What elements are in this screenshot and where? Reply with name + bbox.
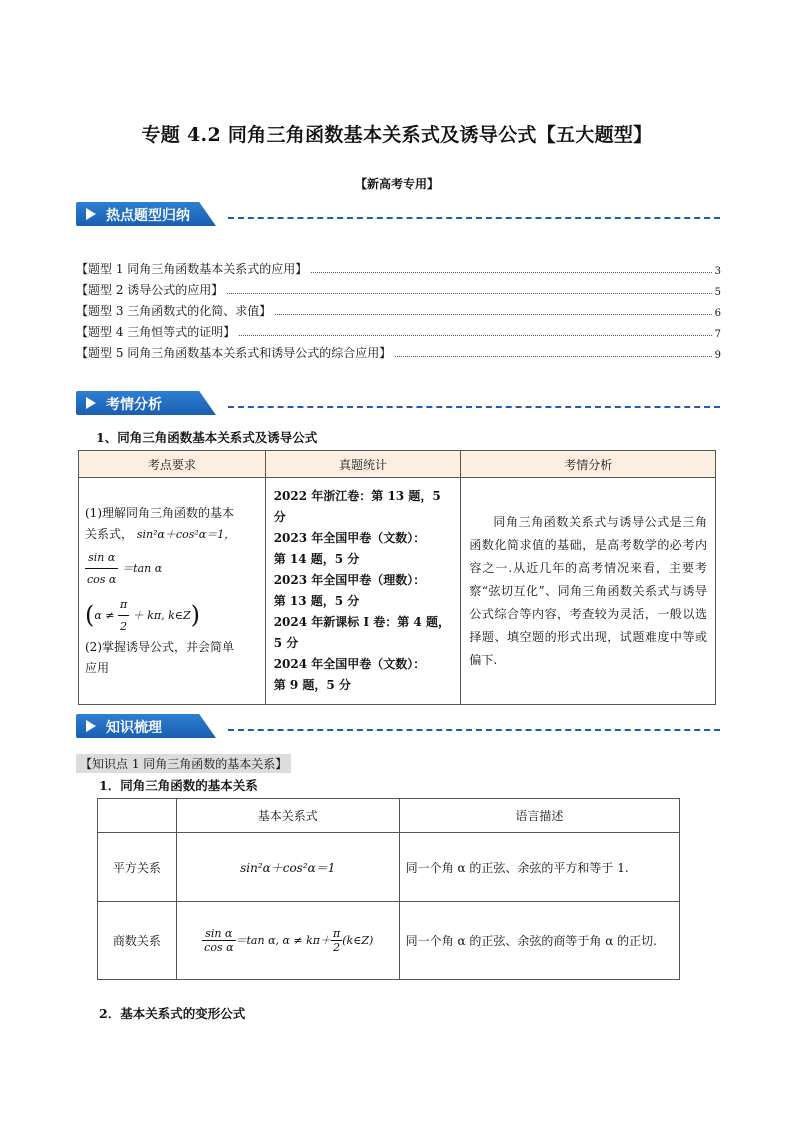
knowledge-heading: 1．同角三角函数的基本关系	[99, 778, 258, 793]
table-header: 真题统计	[265, 451, 461, 478]
section-header-hot-topics	[76, 202, 720, 226]
requirements-cell: (1)理解同角三角函数的基本 关系式， sin²α＋cos²α＝1， $\frac{\text{sin α}}{\text{cos α}}$ ＝tan α (α ≠ $\frac{\pi}{2}$ ＋ kπ, k∈Z) (2)掌握诱导公式，并会简单 应用	[79, 478, 266, 705]
dashed-divider	[228, 729, 720, 731]
toc-item[interactable]: 【题型 1 同角三角函数基本关系式的应用】 3	[76, 262, 721, 277]
toc-item[interactable]: 【题型 2 诱导公式的应用】 5	[76, 283, 721, 298]
table-row: 商数关系 $\frac{\text{sin α}}{\text{cos α}}$ ＝tan α, α ≠ kπ＋ $\frac{\pi}{2}$ (k∈Z) 同一个角 α 的正弦、余弦的商等于角 α 的正切.	[98, 902, 680, 980]
table-header	[98, 799, 177, 833]
play-arrow-icon	[86, 208, 96, 220]
toc-item[interactable]: 【题型 3 三角函数式的化简、求值】 6	[76, 304, 721, 319]
play-arrow-icon	[86, 397, 96, 409]
quotient-formula: $\frac{\text{sin α}}{\text{cos α}}$ ＝tan α, α ≠ kπ＋ $\frac{\pi}{2}$ (k∈Z)	[176, 902, 399, 980]
knowledge-point-tag: 【知识点 1 同角三角函数的基本关系】	[76, 754, 291, 773]
basic-relations-table	[97, 798, 680, 980]
condition-formula: (α ≠ $\frac{\pi}{2}$ ＋ kπ, k∈Z)	[85, 594, 259, 637]
table-header: 考点要求	[79, 451, 266, 478]
play-arrow-icon	[86, 720, 96, 732]
section-label: 知识梳理	[106, 720, 162, 736]
analysis-heading: 1、同角三角函数基本关系式及诱导公式	[96, 430, 318, 445]
analysis-cell: 同角三角函数关系式与诱导公式是三角函数化简求值的基础，是高考数学的必考内容之一.从近几年的高考情况来看，主要考察“弦切互化”、同角三角函数关系式与诱导公式综合等内容，考查较为灵活，一般以选择题、填空题的形式出现，试题难度中等或偏下.	[461, 478, 716, 705]
table-header: 考情分析	[461, 451, 716, 478]
knowledge-heading-2: 2．基本关系式的变形公式	[99, 1006, 246, 1021]
dashed-divider	[228, 217, 720, 219]
page-subtitle: 【新高考专用】	[354, 177, 439, 191]
section-label: 热点题型归纳	[106, 208, 190, 224]
table-header: 基本关系式	[176, 799, 399, 833]
table-row: 平方关系 sin²α＋cos²α＝1 同一个角 α 的正弦、余弦的平方和等于 1.	[98, 833, 680, 902]
toc-item[interactable]: 【题型 5 同角三角函数基本关系式和诱导公式的综合应用】 9	[76, 346, 721, 361]
exam-analysis-table	[78, 450, 716, 705]
stats-cell: 2022 年浙江卷：第 13 题，5 分 2023 年全国甲卷（文数）： 第 14 题，5 分 2023 年全国甲卷（理数）： 第 13 题，5 分 2024 年新课标 I 卷：第 4 题， 5 分 2024 年全国甲卷（文数）： 第 9 题，5 分	[265, 478, 461, 705]
section-label: 考情分析	[106, 397, 162, 413]
table-header: 语言描述	[399, 799, 679, 833]
section-header-knowledge	[76, 714, 720, 738]
dashed-divider	[228, 406, 720, 408]
section-header-exam-analysis	[76, 391, 720, 415]
toc-item[interactable]: 【题型 4 三角恒等式的证明】 7	[76, 325, 721, 340]
page-title: 专题 4.2 同角三角函数基本关系式及诱导公式【五大题型】	[141, 124, 653, 146]
